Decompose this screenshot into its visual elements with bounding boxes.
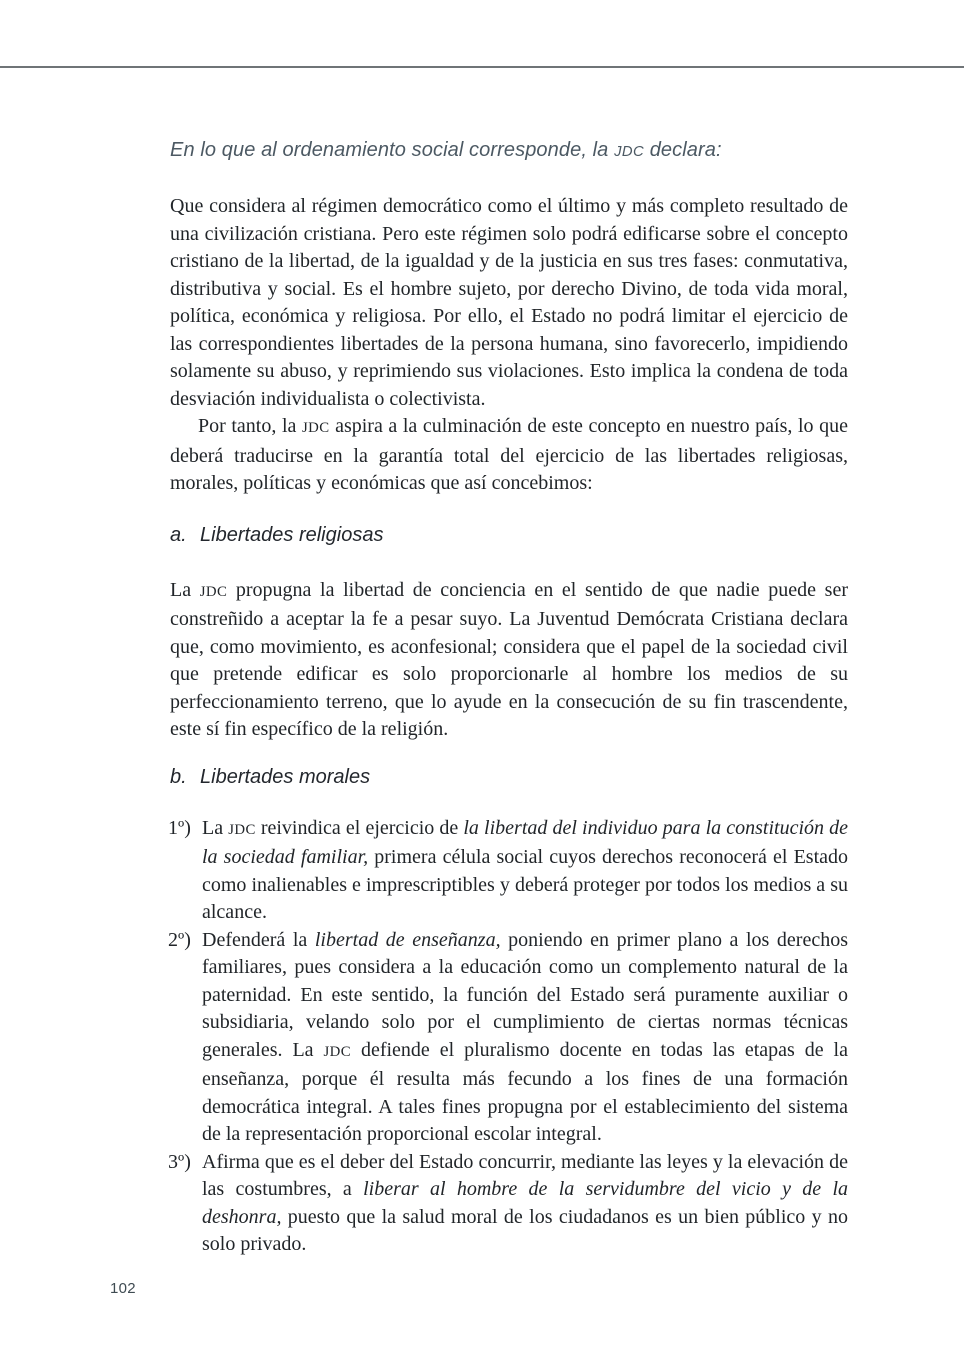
por-tanto-paragraph: Por tanto, la JDC aspira a la culminación de este concepto en nuestro país, lo que deberá traducirse en la garantía total del ejercicio de las libertades religiosas, morales, políticas y económicas que así concebimos: [170, 415, 848, 494]
header-rule [0, 66, 964, 68]
page-number: 102 [110, 1280, 136, 1297]
opening-paragraph: Que considera al régimen democrático como el último y más completo resultado de una civilización cristiana. Pero este régimen solo podrá edificarse sobre el concepto cristiano de la libertad, de la igualdad y de la justicia en sus tres fases: conmutativa, distributiva y social. Es el hombre sujeto, por derecho Divino, de toda vida moral, política, económica y religiosa. Por ello, el Estado no podrá limitar el ejercicio de las correspondientes libertades de la persona humana, sino favorecerlo, impidiendo solamente su abuso, y reprimiendo sus violaciones. Esto implica la condena de toda desviación individualista o colectivista. [170, 195, 848, 410]
intro-heading: En lo que al ordenamiento social corresponde, la JDC declara: [170, 139, 722, 161]
section-heading-b [170, 766, 848, 788]
list-item [170, 1149, 848, 1259]
page-content [170, 140, 848, 1259]
section-title-a: Libertades religiosas [200, 523, 384, 546]
section-a-paragraph: La JDC propugna la libertad de conciencia en el sentido de que nadie puede ser constreñido a aceptar la fe a pesar suyo. La Juventud Demócrata Cristiana declara que, como movimiento, es aconfesional; considera que el papel de la sociedad civil que pretende edificar es solo proporcionarle al hombre los medios de su perfeccionamiento terreno, que lo ayude en la consecución de su fin trascendente, este sí fin específico de la religión. [170, 578, 848, 740]
section-marker-b: b. [170, 765, 187, 788]
list-item-marker: 1º) [168, 816, 191, 839]
section-marker-a: a. [170, 523, 187, 546]
section-heading-a [170, 524, 848, 546]
list-item-text: La JDC reivindica el ejercicio de la libertad del individuo para la constitución de la sociedad familiar, primera célula social cuyos derechos reconocerá el Estado como inalienables e imprescriptibles y deberá proteger por todos los medios a su alcance. [202, 816, 849, 923]
list-item [170, 815, 848, 927]
list-item-marker: 2º) [168, 928, 191, 951]
list-item-marker: 3º) [168, 1150, 191, 1173]
list-item-text: Afirma que es el deber del Estado concurrir, mediante las leyes y la elevación de las costumbres, a liberar al hombre de la servidumbre del vicio y de la deshonra, puesto que la salud moral de los ciudadanos es un bien público y no solo privado. [202, 1150, 848, 1255]
numbered-list [170, 815, 848, 1259]
list-item [170, 927, 848, 1149]
section-title-b: Libertades morales [200, 765, 371, 788]
list-item-text: Defenderá la libertad de enseñanza, poniendo en primer plano a los derechos familiares, pues considera a la educación como un complemento natural de la paternidad. En este sentido, la función del Estado será puramente auxiliar o subsidiaria, velando solo por el cumplimiento de ciertas normas técnicas generales. La JDC defiende el pluralismo docente en todas las etapas de la enseñanza, porque él resulta más fecundo a los fines de una formación democrática integral. A tales fines propugna por el establecimiento del sistema de la representación proporcional escolar integral. [202, 928, 848, 1145]
